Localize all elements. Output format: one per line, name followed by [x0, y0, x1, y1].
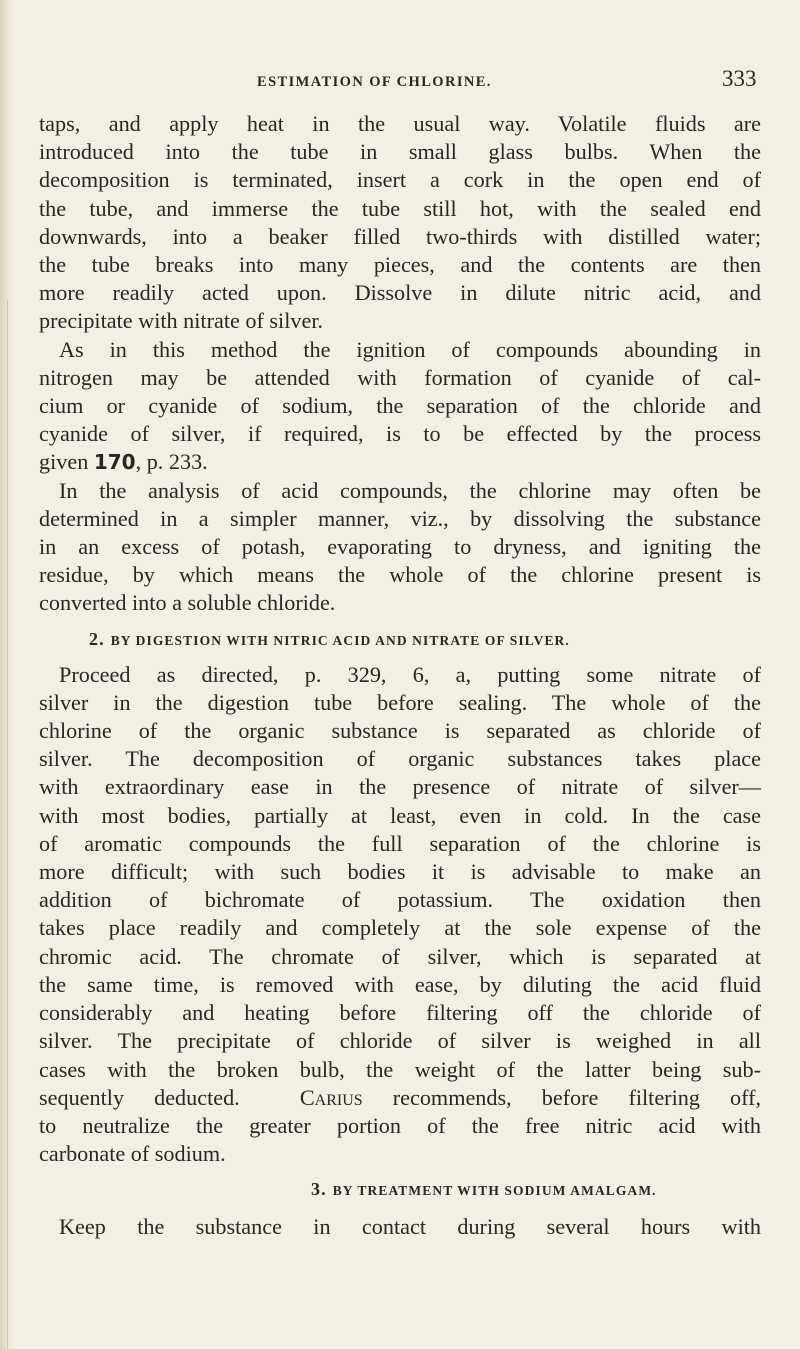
text-line: residue, by which means the whole of the chlorine present is — [39, 562, 761, 588]
text-line: cium or cyanide of sodium, the separation of the chloride and — [39, 393, 761, 419]
section-title: BY TREATMENT WITH SODIUM AMALGAM. — [332, 1183, 657, 1199]
text-line — [39, 448, 761, 476]
text-line: nitrogen may be attended with formation of cyanide of cal- — [39, 364, 761, 390]
text-line: precipitate with nitrate of silver. — [39, 308, 324, 334]
text-line: cyanide of silver, if required, is to be effected by the process — [39, 421, 761, 447]
text-line: considerably and heating before filtering off the chloride of — [39, 1000, 761, 1026]
text-line: silver. The precipitate of chloride of silver is weighed in all — [39, 1028, 761, 1054]
text-line — [39, 1084, 761, 1112]
text-line: of aromatic compounds the full separation of the chlorine is — [39, 830, 761, 856]
text-line: decomposition is terminated, insert a cork in the open end of — [39, 167, 761, 193]
text-line: converted into a soluble chloride. — [39, 590, 336, 616]
text-line: silver in the digestion tube before sealing. The whole of the — [39, 689, 761, 715]
text-line: Proceed as directed, p. 329, 6, a, putting some nitrate of — [59, 661, 761, 687]
paragraph-4 — [39, 661, 761, 1169]
author-name: Carius — [299, 1084, 363, 1110]
paragraph-5 — [39, 1213, 761, 1241]
section-title: BY DIGESTION WITH NITRIC ACID AND NITRATE OF SILVER. — [110, 632, 570, 648]
section-number: 2. — [89, 628, 105, 649]
running-head: ESTIMATION OF CHLORINE. — [257, 74, 492, 90]
text-line: the tube breaks into many pieces, and the contents are then — [39, 252, 761, 278]
text-line: cases with the broken bulb, the weight of the latter being sub- — [39, 1056, 761, 1082]
text-line: to neutralize the greater portion of the free nitric acid with — [39, 1112, 761, 1138]
text-line: chromic acid. The chromate of silver, which is separated at — [39, 943, 761, 969]
text-line: In the analysis of acid compounds, the chlorine may often be — [59, 477, 761, 503]
text-fragment: recommends, before filtering off, — [362, 1084, 762, 1110]
text-line: the tube, and immerse the tube still hot, with the sealed end — [39, 195, 761, 221]
section-heading — [39, 1179, 761, 1201]
text-line: with most bodies, partially at least, even in cold. In the case — [39, 802, 761, 828]
page-header — [0, 66, 800, 96]
paragraph-1 — [39, 110, 761, 336]
text-line: Keep the substance in contact during several hours with — [59, 1214, 761, 1240]
text-line: the same time, is removed with ease, by diluting the acid fluid — [39, 971, 761, 997]
section-number: 3. — [311, 1179, 327, 1200]
text-fragment: , p. 233. — [135, 449, 208, 475]
text-line: addition of bichromate of potassium. The oxidation then — [39, 887, 761, 913]
text-line: in an excess of potash, evaporating to dryness, and igniting the — [39, 534, 761, 560]
text-line: more difficult; with such bodies it is advisable to make an — [39, 859, 761, 885]
page-body — [39, 110, 761, 1242]
page-number: 333 — [722, 66, 757, 91]
text-line: chlorine of the organic substance is separated as chloride of — [39, 718, 761, 744]
text-line: As in this method the ignition of compounds abounding in — [59, 336, 761, 362]
text-line: determined in a simpler manner, viz., by dissolving the substance — [39, 505, 761, 531]
text-fragment: given — [39, 449, 94, 475]
text-line: more readily acted upon. Dissolve in dilute nitric acid, and — [39, 280, 761, 306]
section-reference: 170 — [93, 450, 136, 475]
text-line: carbonate of sodium. — [39, 1141, 226, 1167]
text-line: taps, and apply heat in the usual way. Volatile fluids are — [39, 111, 761, 136]
paragraph-2 — [39, 336, 761, 477]
text-line: takes place readily and completely at the sole expense of the — [39, 915, 761, 941]
text-line: with extraordinary ease in the presence of nitrate of silver— — [39, 774, 761, 800]
paragraph-3 — [39, 477, 761, 618]
section-heading — [39, 629, 761, 651]
text-fragment: sequently deducted. — [39, 1084, 240, 1110]
text-line: introduced into the tube in small glass bulbs. When the — [39, 139, 761, 165]
text-line: silver. The decomposition of organic substances takes place — [39, 746, 761, 772]
page-binding-edge — [0, 0, 14, 1349]
text-line: downwards, into a beaker filled two-thirds with distilled water; — [39, 223, 761, 249]
